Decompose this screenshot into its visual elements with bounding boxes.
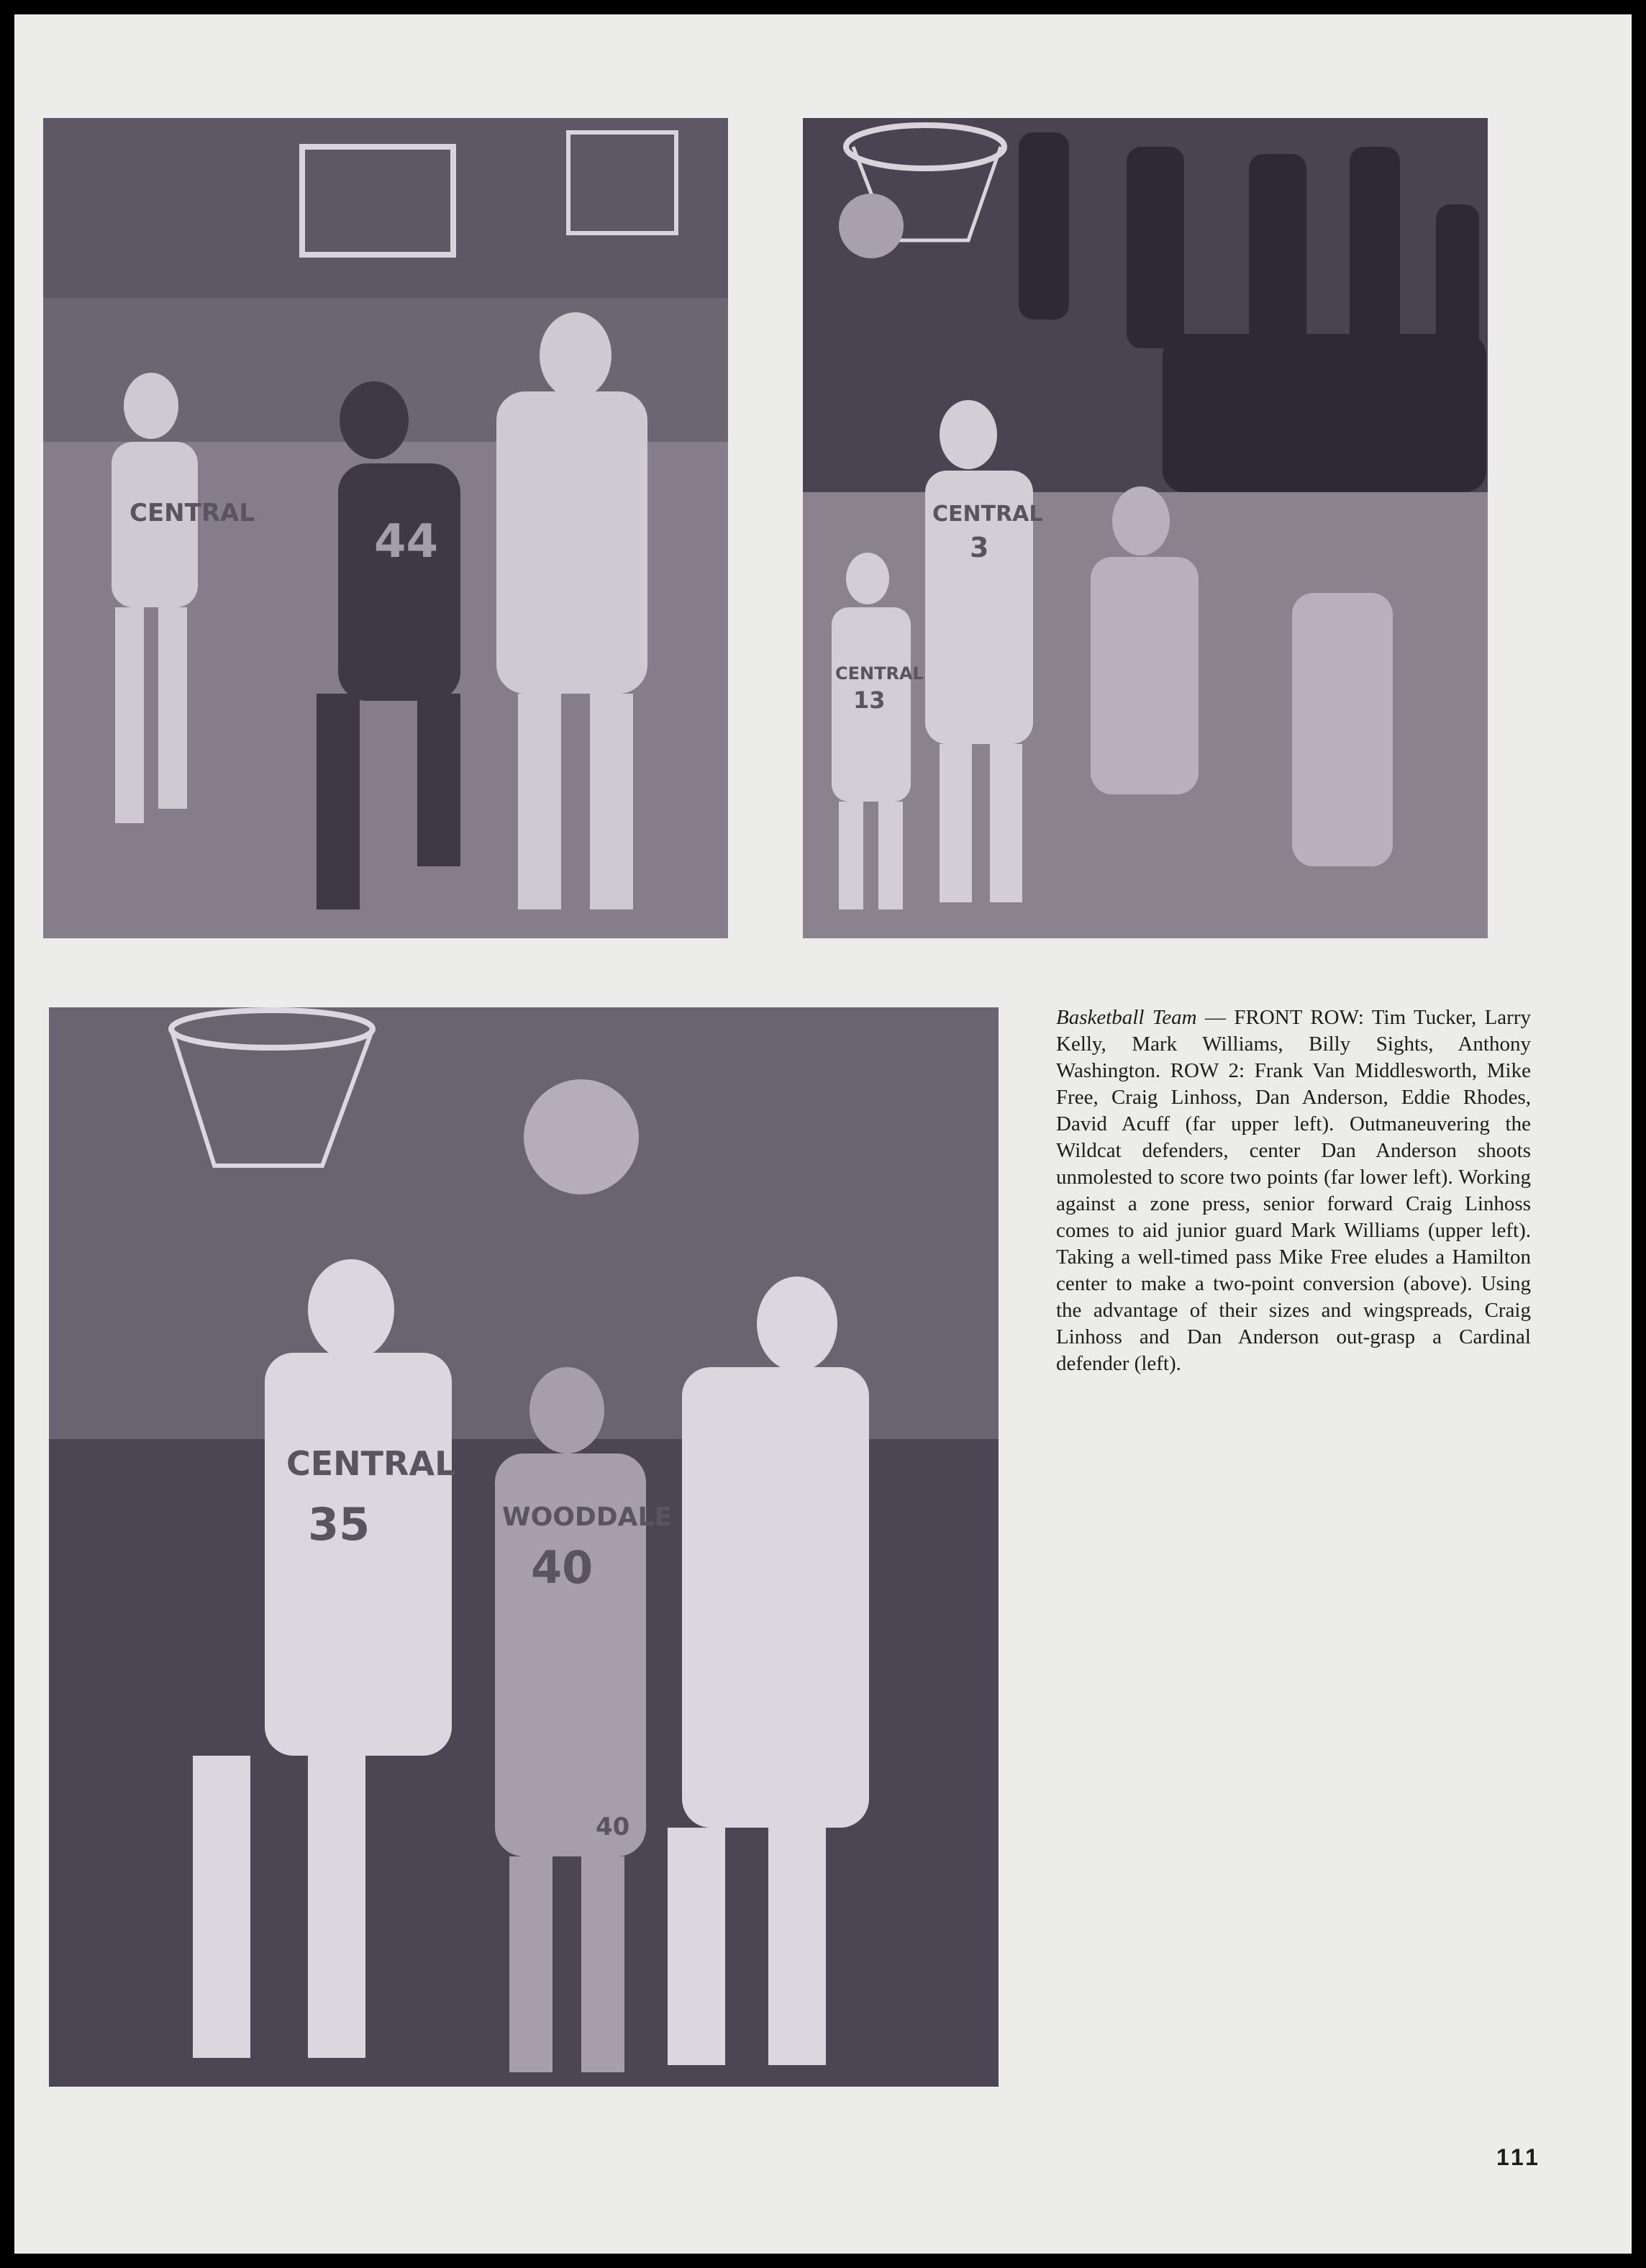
- jersey-number: 3: [970, 532, 989, 563]
- photo-top-left: [43, 118, 728, 938]
- basketball: [839, 194, 904, 258]
- caption-body: — FRONT ROW: Tim Tucker, Larry Kelly, Mark Williams, Billy Sights, Anthony Washington. ROW 2: Frank Van Middlesworth, Mike Free, Craig Linhoss, Dan Anderson, Eddie Rhodes, David Acuff (far upper left). Outmaneuvering the Wildcat defenders, center Dan Anderson shoots unmolested to score two points (far lower left). Working against a zone press, senior forward Craig Linhoss comes to aid junior guard Mark Williams (upper left). Taking a well-timed pass Mike Free eludes a Hamilton center to make a two-point conversion (above). Using the advantage of their sizes and wingspreads, Craig Linhoss and Dan Anderson out-grasp a Cardinal defender (left).: [1056, 1006, 1531, 1375]
- jersey-number: 13: [853, 686, 886, 714]
- jersey-text: CENTRAL: [286, 1444, 456, 1483]
- photo-top-left-illustration: [43, 118, 728, 938]
- jersey-text: WOODDALE: [502, 1502, 673, 1532]
- photo-top-right: [803, 118, 1488, 938]
- caption-lead: Basketball Team: [1056, 1006, 1197, 1029]
- photo-bottom-left: [49, 1007, 999, 2087]
- caption: [1056, 1004, 1531, 1377]
- jersey-text: CENTRAL: [835, 663, 924, 684]
- jersey-number: 35: [308, 1498, 370, 1551]
- jersey-number: 40: [531, 1541, 594, 1594]
- photo-top-right-illustration: [803, 118, 1488, 938]
- basketball: [524, 1079, 639, 1194]
- jersey-text: CENTRAL: [932, 502, 1043, 527]
- photo-bottom-left-illustration: [49, 1007, 999, 2087]
- jersey-number: 44: [374, 515, 439, 568]
- page-number: 111: [1496, 2144, 1541, 2170]
- jersey-number: 40: [596, 1813, 630, 1841]
- jersey-text: CENTRAL: [129, 499, 255, 527]
- yearbook-page: [14, 14, 1632, 2254]
